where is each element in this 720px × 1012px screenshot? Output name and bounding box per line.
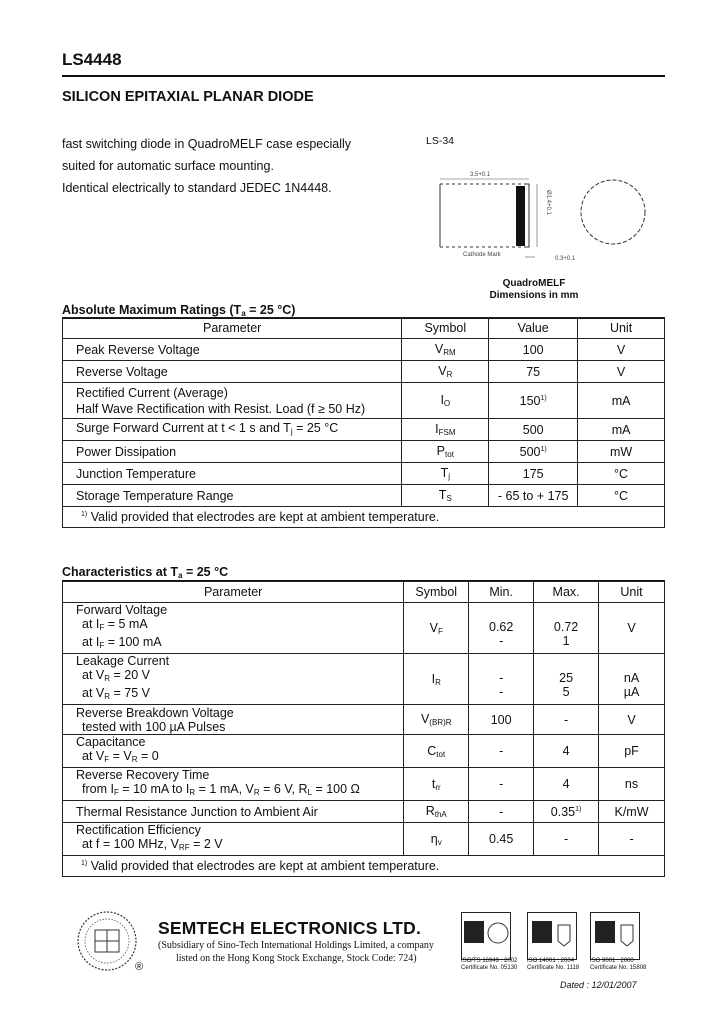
unit-cell: pF (599, 735, 665, 768)
table-row (63, 654, 665, 705)
value: 150 (519, 393, 541, 408)
value-cell: - 65 to + 175 (489, 485, 578, 507)
max-cell (534, 603, 599, 654)
value-cell (489, 441, 578, 463)
param-text: at V (82, 749, 105, 763)
param-mid: = 6 V, R (259, 782, 308, 796)
subsidiary-line-2: listed on the Hong Kong Stock Exchange, Stock Code: 724) (176, 953, 417, 964)
cert-badge-iso-ts (461, 912, 511, 960)
footnote-mark: 1) (81, 511, 88, 518)
unit-cell: - (599, 823, 665, 856)
param-line-1: Reverse Recovery Time (76, 768, 210, 782)
table-row (63, 603, 665, 654)
symbol: η (430, 831, 438, 846)
dim-end: 0.3+0.1 (555, 256, 576, 262)
symbol-sub: tot (445, 450, 454, 459)
company-subsidiary-note (158, 939, 438, 965)
abs-max-title (62, 303, 295, 318)
param-cell (63, 735, 404, 768)
value-cell: 500 (489, 419, 578, 441)
symbol-sub: R (446, 370, 453, 379)
registered-mark: ® (135, 961, 144, 973)
symbol-sub: RM (443, 348, 456, 357)
max-value: 25 (559, 671, 574, 685)
table-row (63, 485, 665, 507)
part-number: LS4448 (62, 50, 122, 69)
symbol-sub: R (435, 677, 441, 687)
symbol: P (436, 444, 446, 458)
unit-cell: mA (578, 383, 665, 419)
symbol: I (435, 422, 439, 436)
cert-standard: ISO 14001 : 2004 (527, 958, 575, 964)
param-text: at I (82, 617, 100, 631)
header-unit: Unit (599, 582, 665, 603)
unit-cell: V (578, 339, 665, 361)
table-row (63, 801, 665, 823)
min-cell: - (469, 735, 534, 768)
param-line-2 (76, 749, 399, 767)
unit-cell: ns (599, 768, 665, 801)
symbol-sub: v (437, 837, 442, 847)
symbol-cell (402, 383, 489, 419)
min-cell (469, 654, 534, 705)
min-value: - (499, 671, 504, 685)
symbol-cell (404, 654, 469, 705)
symbol-sub: S (446, 494, 452, 503)
param-rest: = 0 (137, 749, 159, 763)
package-caption-units: Dimensions in mm (489, 290, 579, 301)
param-rest: = 100 Ω (311, 782, 360, 796)
symbol: T (438, 488, 447, 502)
min-cell: - (469, 768, 534, 801)
symbol: T (440, 466, 449, 480)
header-parameter: Parameter (63, 318, 402, 339)
unit-cell: °C (578, 485, 665, 507)
param-cell: Storage Temperature Range (63, 485, 402, 507)
table-row (63, 463, 665, 485)
table-row (63, 735, 665, 768)
max-value: 5 (562, 685, 570, 699)
param-sub: R (131, 755, 138, 764)
table-row (63, 419, 665, 441)
subsidiary-line-1: (Subsidiary of Sino-Tech International Holdings Limited, a company (158, 940, 434, 951)
cert-caption-2 (527, 958, 589, 972)
param-sub: F (99, 623, 105, 632)
cathode-mark-label: Cathode Mark (463, 252, 501, 258)
unit-value: nA (623, 671, 640, 685)
max-cell: 4 (534, 735, 599, 768)
abs-max-title-rest: = 25 °C) (245, 303, 296, 317)
param-sub: RF (178, 843, 190, 852)
param-mid: = V (109, 749, 132, 763)
end-view-circle (581, 180, 645, 244)
param-line-1: Reverse Breakdown Voltage (76, 705, 234, 720)
table-row (63, 383, 665, 419)
param-sub: R (104, 692, 111, 701)
max-value: 1 (562, 634, 570, 648)
footnote-row (63, 856, 665, 877)
dim-diameter: Ø1.4+0.1 (545, 190, 551, 215)
table-header-row (63, 318, 665, 339)
company-name: SEMTECH ELECTRONICS LTD. (158, 918, 422, 938)
param-cell: Peak Reverse Voltage (63, 339, 402, 361)
unit-cell: K/mW (599, 801, 665, 823)
param-text: at V (82, 686, 105, 700)
description-line-2: suited for automatic surface mounting. (62, 159, 274, 173)
param-line-2 (76, 782, 399, 800)
param-sub: j (290, 426, 293, 436)
footnote-text: Valid provided that electrodes are kept at ambient temperature. (87, 510, 440, 524)
abs-max-table (62, 317, 665, 528)
company-logo (76, 910, 138, 972)
symbol-sub: j (448, 472, 450, 481)
symbol-cell (402, 419, 489, 441)
symbol-sub: O (443, 399, 451, 408)
param-line-1: Forward Voltage (76, 603, 168, 617)
symbol: I (431, 671, 436, 686)
certification-icon (528, 913, 576, 959)
max-cell (534, 801, 599, 823)
package-drawing (425, 162, 655, 277)
cert-caption-3 (590, 958, 652, 972)
symbol-sub: FSM (438, 428, 456, 437)
unit-cell: mA (578, 419, 665, 441)
param-rest: = 100 mA (104, 635, 162, 649)
param-cell (63, 823, 404, 856)
footnote-ref: 1) (540, 394, 547, 402)
param-text: at f = 100 MHz, V (82, 837, 179, 851)
param-mid: = 10 mA to I (118, 782, 190, 796)
table-row (63, 705, 665, 735)
cert-badge-iso-9001 (590, 912, 640, 960)
footnote-mark: 1) (81, 860, 88, 867)
symbol-cell (404, 735, 469, 768)
package-caption-title: QuadroMELF (502, 278, 566, 289)
symbol-sub: rr (435, 782, 441, 792)
header-value: Value (489, 318, 578, 339)
symbol: V (434, 342, 444, 356)
cathode-band (516, 186, 525, 246)
value-cell: 175 (489, 463, 578, 485)
cert-number: Certificate No. 05130 (461, 965, 518, 971)
param-text: at V (82, 668, 105, 682)
cert-standard: ISO 9001 : 2000 (590, 958, 634, 964)
cert-standard: ISO/TS 16949 : 2002 (461, 958, 518, 964)
symbol-cell (402, 339, 489, 361)
param-line-2 (76, 617, 399, 635)
unit-cell: °C (578, 463, 665, 485)
dim-length: 3.5+0.1 (470, 172, 491, 178)
param-cell (63, 705, 404, 735)
param-text: Surge Forward Current at t < 1 s and T (76, 420, 291, 435)
description-line-1: fast switching diode in QuadroMELF case especially (62, 137, 352, 151)
max-value: 0.35 (550, 804, 576, 819)
max-value: 0.72 (553, 620, 579, 634)
param-rest: = 2 V (189, 837, 223, 851)
min-cell (469, 603, 534, 654)
description-line-3: Identical electrically to standard JEDEC 1N4448. (62, 181, 332, 195)
param-cell: Thermal Resistance Junction to Ambient Air (63, 801, 404, 823)
value-cell: 100 (489, 339, 578, 361)
package-label: LS-34 (426, 135, 455, 147)
param-sub: F (113, 788, 119, 797)
param-line-1: Capacitance (76, 735, 146, 749)
symbol: I (440, 393, 444, 407)
unit-value: µA (623, 685, 640, 699)
max-cell: 4 (534, 768, 599, 801)
footnote-cell (63, 856, 665, 877)
header-symbol: Symbol (404, 582, 469, 603)
param-cell: Power Dissipation (63, 441, 402, 463)
characteristics-table (62, 581, 665, 877)
param-text: from I (82, 782, 114, 796)
param-line-1: Rectification Efficiency (76, 823, 201, 837)
abs-max-title-sub: a (241, 309, 246, 318)
param-cell (63, 419, 402, 441)
description (62, 133, 351, 199)
value-cell (489, 383, 578, 419)
header-unit: Unit (578, 318, 665, 339)
symbol-cell (404, 705, 469, 735)
param-sub: R (104, 674, 111, 683)
param-rest: = 5 mA (104, 617, 148, 631)
param-line-2: tested with 100 µA Pulses (82, 719, 226, 734)
table-row (63, 823, 665, 856)
page-subtitle: SILICON EPITAXIAL PLANAR DIODE (62, 89, 314, 105)
cert-number: Certificate No. 1118 (527, 965, 580, 971)
symbol-cell (402, 361, 489, 383)
param-cell: Reverse Voltage (63, 361, 402, 383)
param-cell (63, 654, 404, 705)
param-rest: = 25 °C (292, 420, 339, 435)
param-cell (63, 768, 404, 801)
symbol-sub: tot (436, 749, 446, 759)
certification-icon (591, 913, 639, 959)
table-row (63, 339, 665, 361)
param-line-1: Leakage Current (76, 654, 170, 668)
param-line-3 (76, 686, 399, 704)
symbol: C (427, 743, 437, 758)
param-cell (63, 603, 404, 654)
symbol: V (420, 712, 430, 726)
param-line-2 (76, 837, 399, 855)
param-line-2 (76, 668, 399, 686)
min-value: 0.62 (489, 620, 514, 634)
unit-cell: V (599, 705, 665, 735)
param-mid: = 1 mA, V (195, 782, 254, 796)
symbol: R (425, 804, 435, 818)
symbol: V (438, 364, 447, 378)
symbol-cell (404, 801, 469, 823)
symbol-cell (402, 463, 489, 485)
param-rest: = 20 V (110, 668, 150, 682)
characteristics-title-text: Characteristics at T (62, 565, 179, 579)
param-sub: F (99, 641, 105, 650)
certification-icon (462, 913, 510, 959)
symbol: V (429, 620, 438, 635)
value: 500 (519, 444, 541, 459)
min-cell: - (469, 801, 534, 823)
header-rule (62, 75, 665, 77)
max-cell: - (534, 823, 599, 856)
param-line-3 (76, 635, 399, 653)
table-row (63, 361, 665, 383)
symbol-sub: F (437, 626, 443, 636)
abs-max-title-text: Absolute Maximum Ratings (T (62, 303, 242, 317)
cert-number: Certificate No. 15808 (590, 965, 647, 971)
header-symbol: Symbol (402, 318, 489, 339)
min-cell: 100 (469, 705, 534, 735)
min-value: - (499, 634, 504, 648)
min-cell: 0.45 (469, 823, 534, 856)
unit-cell: V (578, 361, 665, 383)
param-cell (63, 383, 402, 419)
footnote-text: Valid provided that electrodes are kept at ambient temperature. (87, 859, 440, 873)
table-row (63, 441, 665, 463)
param-sub: L (307, 788, 312, 797)
characteristics-title-sub: a (178, 571, 183, 580)
param-sub: R (189, 788, 196, 797)
symbol-cell (404, 823, 469, 856)
characteristics-title (62, 565, 228, 580)
param-text: at I (82, 635, 100, 649)
header-max: Max. (534, 582, 599, 603)
param-rest: = 75 V (110, 686, 150, 700)
header-min: Min. (469, 582, 534, 603)
document-date: Dated : 12/01/2007 (560, 980, 637, 990)
unit-cell (599, 654, 665, 705)
max-cell: - (534, 705, 599, 735)
table-header-row (63, 582, 665, 603)
param-line-2: Half Wave Rectification with Resist. Load (f ≥ 50 Hz) (76, 401, 366, 416)
symbol-sub: thA (434, 810, 447, 819)
param-sub: R (253, 788, 260, 797)
symbol-cell (402, 485, 489, 507)
symbol-cell (402, 441, 489, 463)
table-row (63, 768, 665, 801)
characteristics-title-rest: = 25 °C (182, 565, 229, 579)
param-cell: Junction Temperature (63, 463, 402, 485)
param-sub: F (104, 755, 110, 764)
unit-cell: mW (578, 441, 665, 463)
symbol: t (431, 776, 436, 791)
cert-badge-iso-14001 (527, 912, 577, 960)
footnote-cell (63, 507, 665, 528)
package-caption (470, 278, 598, 302)
header-parameter: Parameter (63, 582, 404, 603)
footnote-ref: 1) (575, 805, 582, 813)
symbol-sub: (BR)R (429, 718, 452, 727)
value-cell: 75 (489, 361, 578, 383)
max-cell (534, 654, 599, 705)
min-value: - (499, 685, 504, 699)
footnote-ref: 1) (540, 445, 547, 453)
unit-cell: V (599, 603, 665, 654)
footnote-row (63, 507, 665, 528)
symbol-cell (404, 768, 469, 801)
symbol-cell (404, 603, 469, 654)
param-line-1: Rectified Current (Average) (76, 385, 228, 400)
cert-caption-1 (461, 958, 523, 972)
